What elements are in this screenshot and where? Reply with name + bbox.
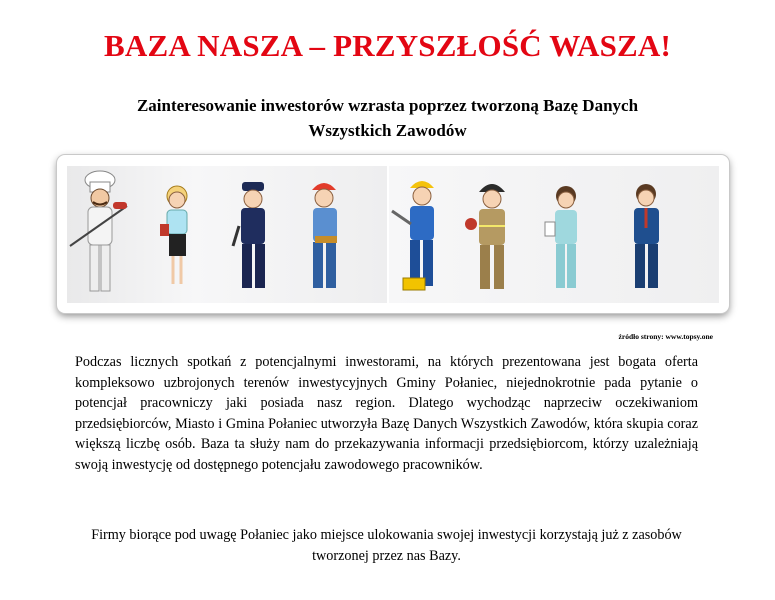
businessman-icon bbox=[634, 184, 659, 288]
mechanic-icon bbox=[392, 181, 434, 290]
image-source-note: źródło strony: www.topsy.one bbox=[618, 332, 713, 341]
body-paragraph-2: Firmy biorące pod uwagę Połaniec jako miejsce ulokowania swojej inwestycji korzystają już z zasobów tworzonej przez nas Bazy. bbox=[91, 527, 682, 564]
profession-figures bbox=[67, 166, 719, 303]
body-paragraph-1: Podczas licznych spotkań z potencjalnymi inwestorami, na których prezentowana jest bogata oferta kompleksowo uzbrojonych terenów inwestycyjnych Gminy Połaniec, niejednokrotnie pada pytanie o potencjał pracowniczy jaki posiada nasz region. Dlatego wychodząc naprzeciw oczekiwaniom przedsiębiorców, Miasto i Gmina Połaniec utworzyła Bazę Danych Wszystkich Zawodów, która skupia coraz większą liczbę osób. Baza ta służy nam do przekazywania informacji przedsiębiorcom, którzy uzależniają swoją inwestycję od dostępnego potencjału zawodowego pracowników. bbox=[75, 354, 698, 473]
page-subtitle: Zainteresowanie inwestorów wzrasta poprzez tworzoną Bazę Danych Wszystkich Zawodów bbox=[136, 96, 639, 140]
nurse-icon bbox=[545, 186, 577, 288]
construction-worker-icon bbox=[312, 183, 337, 288]
chef-icon bbox=[70, 171, 127, 291]
police-officer-icon bbox=[233, 182, 265, 288]
secretary-icon bbox=[160, 186, 187, 284]
firefighter-icon bbox=[465, 184, 505, 289]
professions-banner bbox=[57, 155, 729, 313]
banner-image bbox=[67, 166, 719, 303]
page-title: BAZA NASZA – PRZYSZŁOŚĆ WASZA! bbox=[103, 28, 672, 63]
